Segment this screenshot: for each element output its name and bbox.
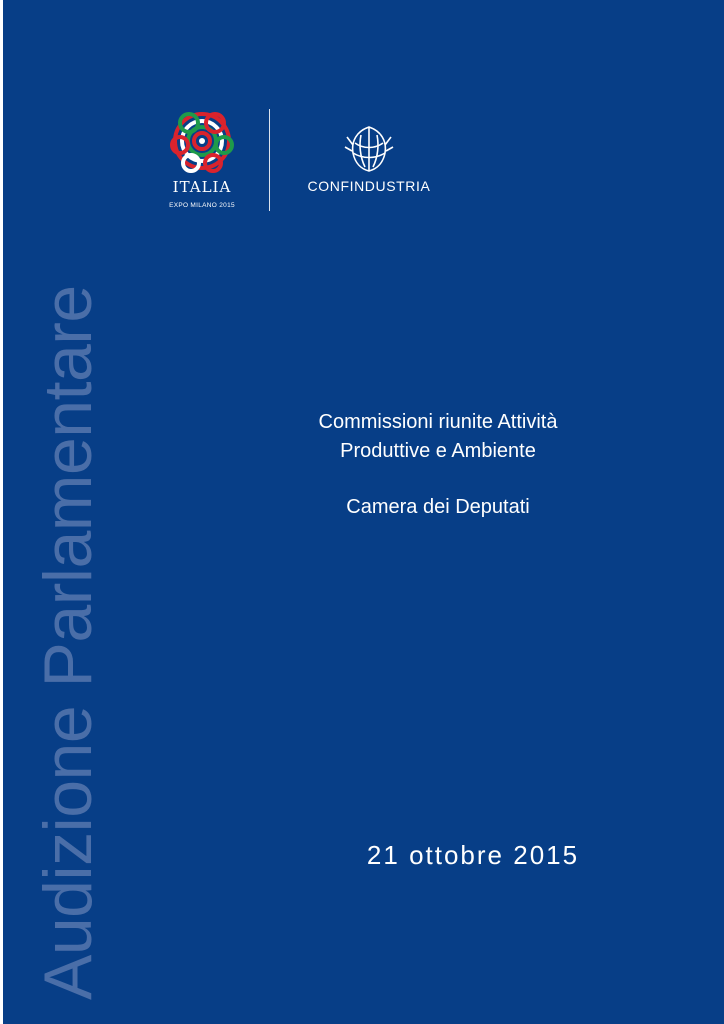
side-title-text: Audizione Parlamentare bbox=[30, 285, 106, 1000]
expo-subtitle: EXPO MILANO 2015 bbox=[169, 202, 235, 209]
document-cover bbox=[3, 0, 724, 1024]
heading-line-1: Commissioni riunite Attività bbox=[318, 411, 558, 433]
logo-divider bbox=[269, 109, 270, 211]
header-logos bbox=[163, 105, 463, 215]
confindustria-emblem-icon bbox=[343, 123, 395, 173]
side-title bbox=[30, 285, 106, 1000]
cover-subheading: Camera dei Deputati bbox=[346, 496, 530, 518]
expo-milano-flower-icon bbox=[167, 105, 237, 177]
cover-date: 21 ottobre 2015 bbox=[366, 840, 580, 870]
expo-italia-wordmark: ITALIA bbox=[172, 178, 232, 196]
heading-line-2: Produttive e Ambiente bbox=[340, 440, 536, 462]
confindustria-wordmark: CONFINDUSTRIA bbox=[307, 178, 431, 194]
cover-heading bbox=[243, 408, 633, 466]
